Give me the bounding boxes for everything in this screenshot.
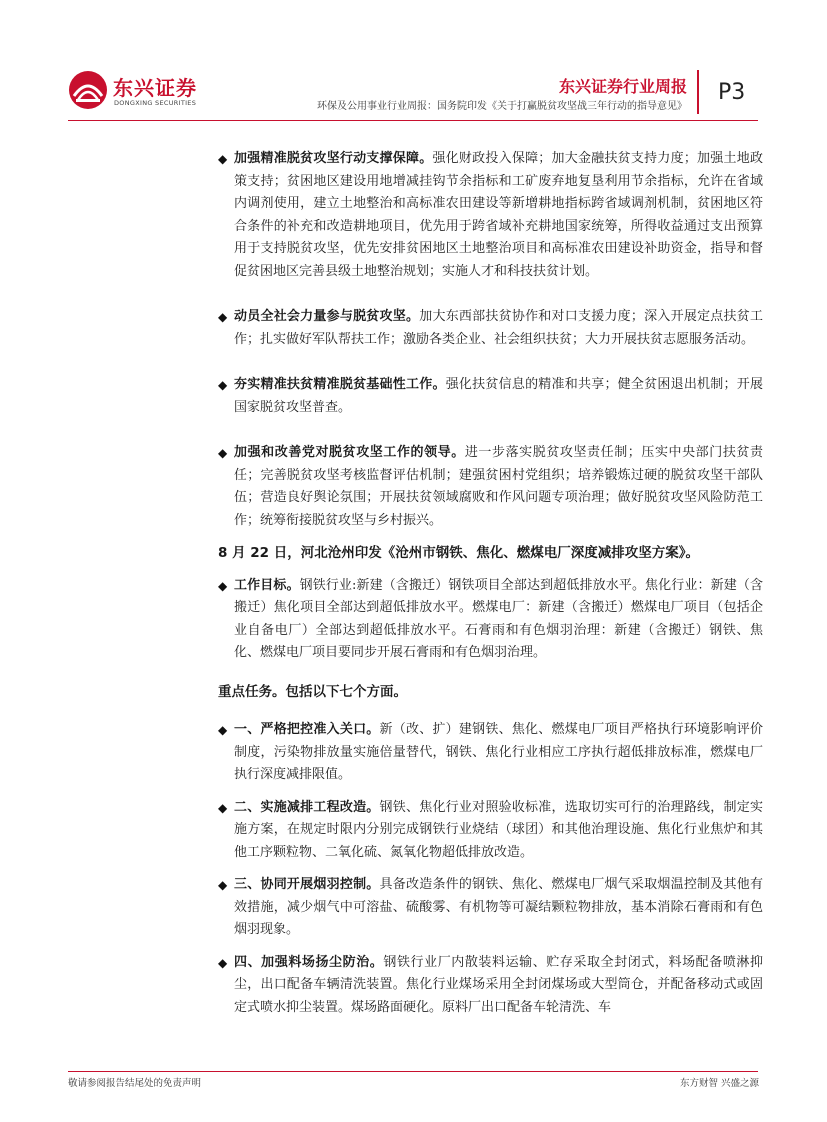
goal-bullet xyxy=(218,575,763,665)
bullet-text: 进一步落实脱贫攻坚责任制；压实中央部门扶贫责任；完善脱贫攻坚考核监督评估机制；建强贫困村党组织；培养锻炼过硬的脱贫攻坚干部队伍；营造良好舆论氛围；开展扶贫领域腐败和作风问题专项治理；做好脱贫攻坚风险防范工作；统筹衔接脱贫攻坚与乡村振兴。 xyxy=(234,445,763,528)
policy-bullet xyxy=(218,442,763,532)
bullet-text: 钢铁、焦化行业对照验收标准，选取切实可行的治理路线，制定实施方案，在规定时限内分别完成钢铁行业烧结（球团）和其他治理设施、焦化行业焦炉和其他工序颗粒物、二氧化硫、氮氧化物超低排放改造。 xyxy=(234,799,763,860)
diamond-bullet-icon: ◆ xyxy=(218,723,228,737)
diamond-bullet-icon: ◆ xyxy=(218,578,228,593)
bullet-text: 新（改、扩）建钢铁、焦化、燃煤电厂项目严格执行环境影响评价制度，污染物排放量实施倍量替代，钢铁、焦化行业相应工序执行超低排放标准，燃煤电厂执行深度减排限值。 xyxy=(234,722,763,782)
footer-disclaimer: 敬请参阅报告结尾处的免责声明 xyxy=(68,1078,202,1089)
diamond-bullet-icon: ◆ xyxy=(218,878,228,892)
task-bullet xyxy=(218,952,763,1020)
page-body xyxy=(218,148,763,1019)
footer-slogan: 东方财智 兴盛之源 xyxy=(679,1078,759,1089)
policy-bullet xyxy=(218,374,763,419)
bullet-text: 钢铁行业厂内散装料运输、贮存采取全封闭式，料场配备喷淋抑尘，出口配备车辆清洗装置。焦化行业煤场采用全封闭煤场或大型筒仓，并配备移动式或固定式喷水抑尘装置。煤场路面硬化。原料厂出口配备车轮清洗、车 xyxy=(234,954,763,1015)
report-type-title: 东兴证券行业周报 xyxy=(558,77,687,96)
task-bullet xyxy=(218,719,763,787)
footer-rule xyxy=(68,1071,758,1072)
bullet-text: 具备改造条件的钢铁、焦化、燃煤电厂烟气采取烟温控制及其他有效措施，减少烟气中可溶盐、硫酸雾、有机物等可凝结颗粒物排放，基本消除石膏雨和有色烟羽现象。 xyxy=(234,877,763,937)
bullet-text: 强化财政投入保障；加大金融扶贫支持力度；加强土地政策支持；贫困地区建设用地增减挂钩节余指标和工矿废弃地复垦利用节余指标，允许在省域内调剂使用，建立土地整治和高标准农田建设等新增耕地指标跨省域调剂机制，贫困地区符合条件的补充和改造耕地项目，优先用于跨省域补充耕地国家统筹，所得收益通过支出预算用于支持脱贫攻坚，优先安排贫困地区土地整治项目和高标准农田建设补助资金，指导和督促贫困地区完善县级土地整治规划；实施人才和科技扶贫计划。 xyxy=(234,151,763,279)
task-bullet xyxy=(218,797,763,865)
logo-english-name: DONGXING SECURITIES xyxy=(114,99,197,107)
logo-emblem-icon xyxy=(68,70,108,110)
bullet-heading: 夯实精准扶贫精准脱贫基础性工作。 xyxy=(234,377,446,392)
bullet-heading: 加强精准脱贫攻坚行动支撑保障。 xyxy=(234,151,433,166)
bullet-text: 加大东西部扶贫协作和对口支援力度；深入开展定点扶贫工作；扎实做好军队帮扶工作；激励各类企业、社会组织扶贫；大力开展扶贫志愿服务活动。 xyxy=(234,309,763,347)
diamond-bullet-icon: ◆ xyxy=(218,955,228,970)
diamond-bullet-icon: ◆ xyxy=(218,310,228,324)
page-header xyxy=(0,0,827,125)
company-logo xyxy=(68,70,218,116)
bullet-heading: 动员全社会力量参与脱贫攻坚。 xyxy=(234,309,420,324)
task-bullet xyxy=(218,874,763,942)
header-rule xyxy=(68,120,758,121)
bullet-text: 强化扶贫信息的精准和共享；健全贫困退出机制；开展国家脱贫攻坚普查。 xyxy=(234,377,763,415)
policy-bullet xyxy=(218,306,763,351)
report-subtitle: 环保及公用事业行业周报：国务院印发《关于打赢脱贫攻坚战三年行动的指导意见》 xyxy=(317,101,687,112)
header-divider xyxy=(697,70,699,114)
bullet-heading: 一、严格把控准入关口。 xyxy=(234,722,380,737)
key-tasks-heading: 重点任务。包括以下七个方面。 xyxy=(218,683,407,700)
diamond-bullet-icon: ◆ xyxy=(218,800,228,815)
diamond-bullet-icon: ◆ xyxy=(218,152,228,166)
bullet-heading: 工作目标。 xyxy=(234,577,300,593)
page-number: P3 xyxy=(718,80,746,105)
announcement-paragraph: 8 月 22 日，河北沧州印发《沧州市钢铁、焦化、燃煤电厂深度减排攻坚方案》。 xyxy=(218,545,700,561)
bullet-heading: 加强和改善党对脱贫攻坚工作的领导。 xyxy=(234,445,465,460)
bullet-heading: 三、协同开展烟羽控制。 xyxy=(234,877,380,892)
policy-bullet xyxy=(218,148,763,283)
bullet-heading: 四、加强料场扬尘防治。 xyxy=(234,954,384,970)
logo-chinese-name: 东兴证券 xyxy=(113,76,197,100)
bullet-heading: 二、实施减排工程改造。 xyxy=(234,799,380,815)
diamond-bullet-icon: ◆ xyxy=(218,446,228,460)
diamond-bullet-icon: ◆ xyxy=(218,378,228,392)
bullet-text: 钢铁行业:新建（含搬迁）钢铁项目全部达到超低排放水平。焦化行业：新建（含搬迁）焦化项目全部达到超低排放水平。燃煤电厂：新建（含搬迁）燃煤电厂项目（包括企业自备电厂）全部达到超低排放水平。石膏雨和有色烟羽治理：新建（含搬迁）钢铁、焦化、燃煤电厂项目要同步开展石膏雨和有色烟羽治理。 xyxy=(234,577,763,660)
